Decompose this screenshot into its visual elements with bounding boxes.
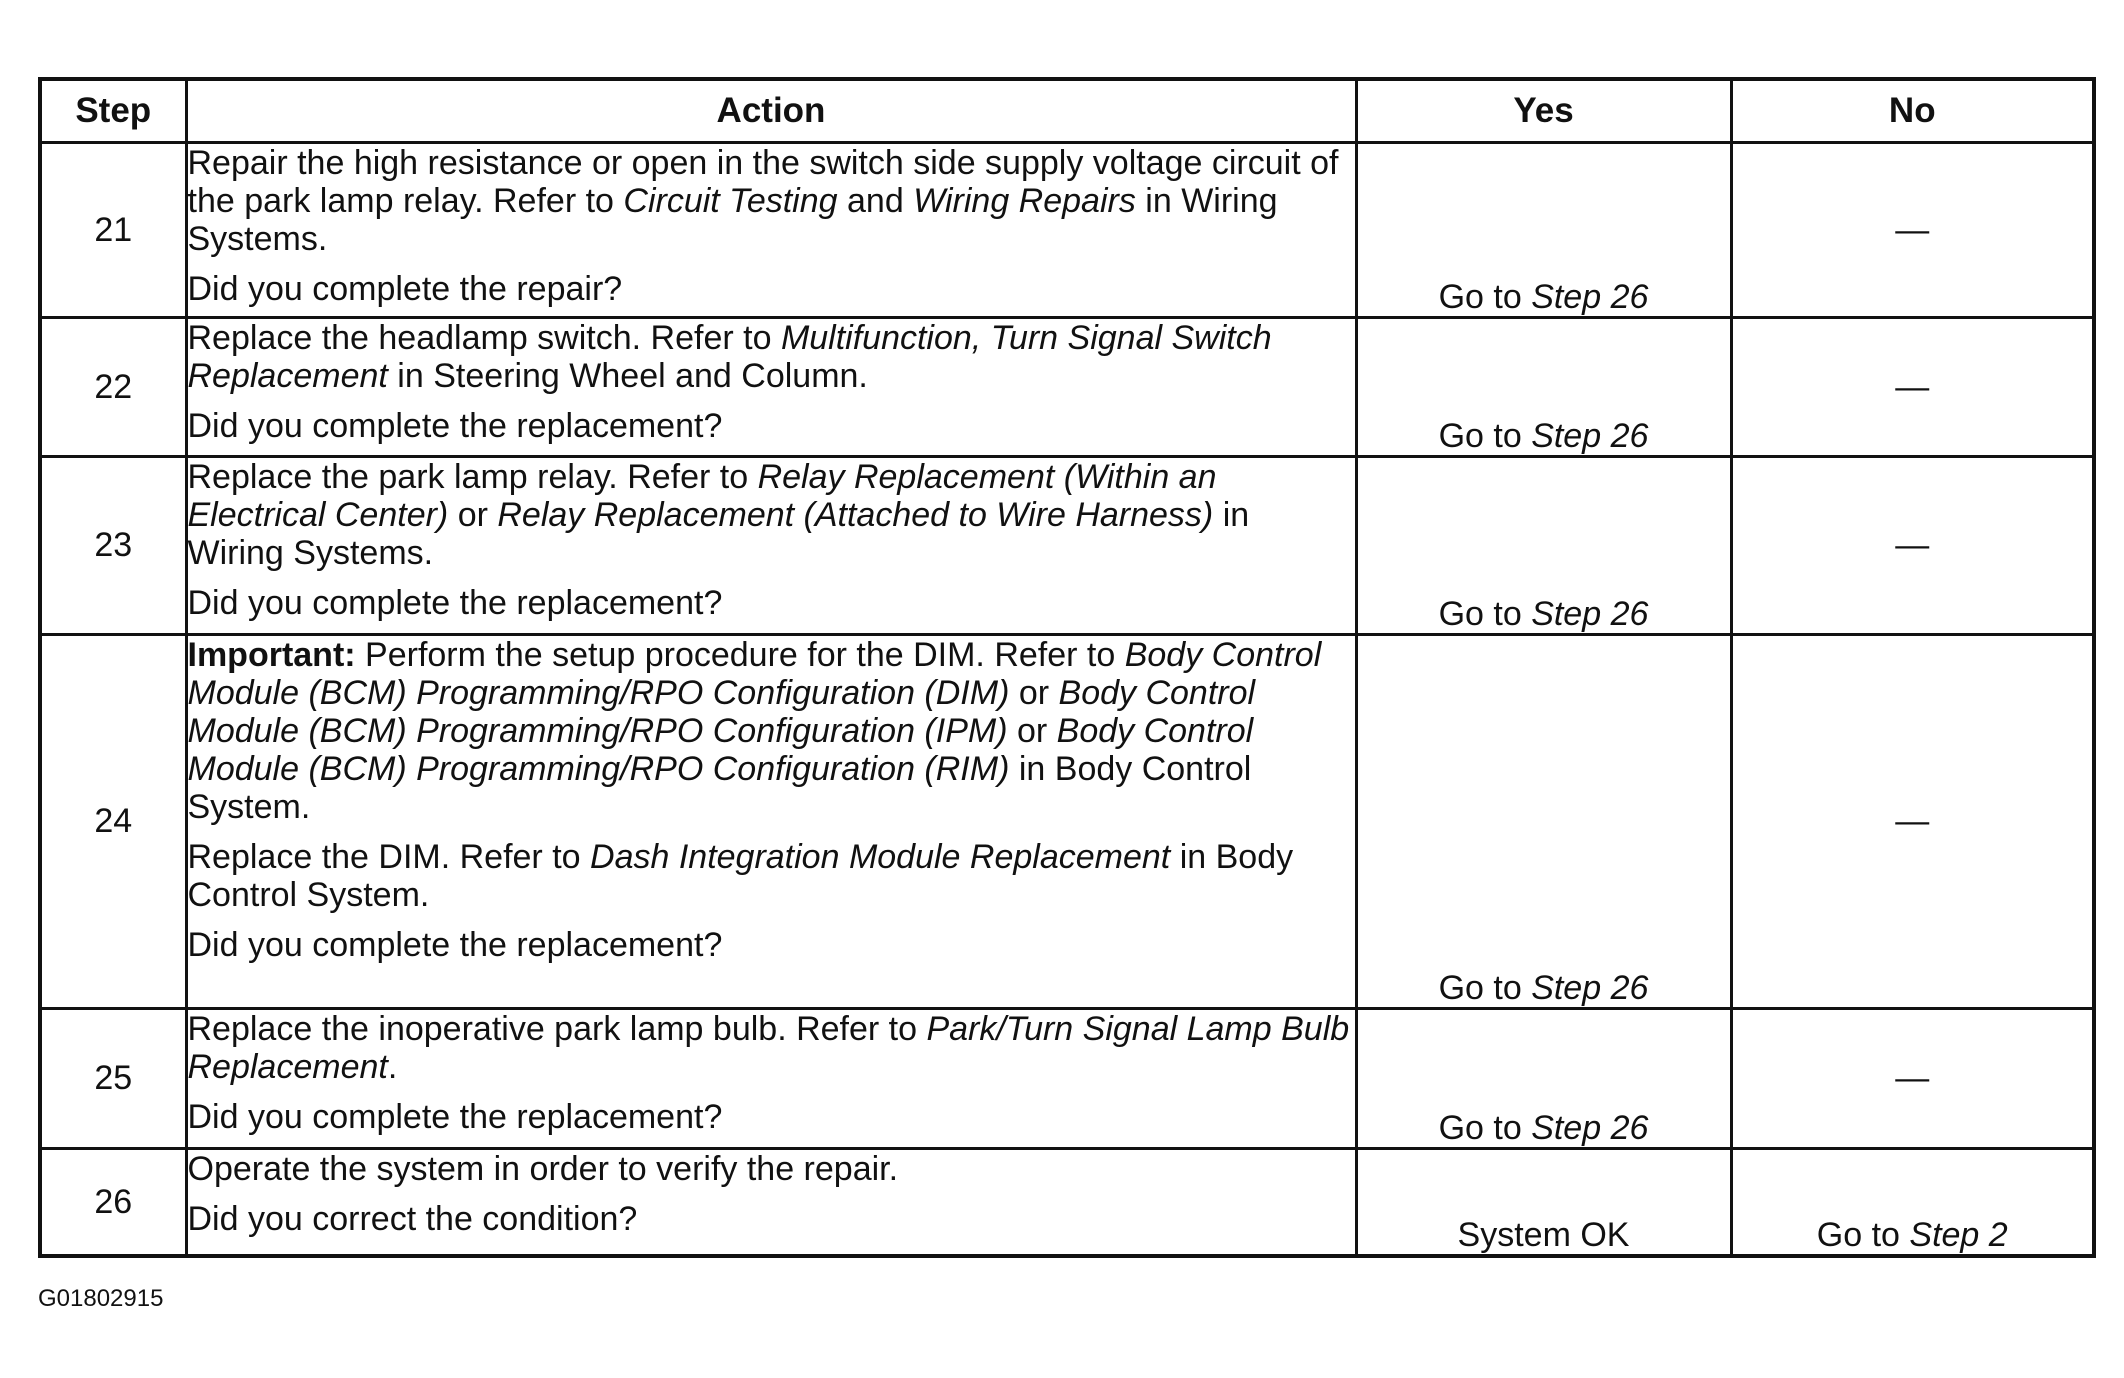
action-paragraph [188, 1200, 1355, 1238]
diagnostic-table [38, 77, 2096, 1258]
reference-link-text: Park/Turn Signal Lamp Bulb Replacement [187, 1009, 1350, 1086]
text-run: Did you complete the repair? [187, 269, 623, 308]
step-number: 25 [40, 1008, 186, 1148]
text-run: in Wiring Systems. [187, 181, 1278, 258]
reference-link-text: Wiring Repairs [913, 181, 1136, 220]
action-paragraph [188, 1150, 1355, 1188]
text-run: . [387, 1047, 398, 1086]
text-run: Did you correct the condition? [187, 1199, 638, 1238]
text-run: — [1895, 1059, 1930, 1097]
reference-link-text: Step 26 [1531, 594, 1649, 633]
text-run: Did you complete the replacement? [187, 406, 723, 445]
no-result [1731, 317, 2094, 456]
table-body [40, 142, 2094, 1256]
action-paragraph [188, 407, 1355, 445]
action-paragraph [188, 584, 1355, 622]
no-result [1731, 1148, 2094, 1256]
reference-link-text: Multifunction, Turn Signal Switch Replacement [187, 318, 1272, 395]
no-result [1731, 634, 2094, 1008]
step-number: 21 [40, 142, 186, 317]
header-action: Action [186, 79, 1356, 142]
table-row [40, 1148, 2094, 1256]
text-run: and [837, 181, 914, 220]
text-run: — [1895, 802, 1930, 840]
reference-link-text: Body Control Module (BCM) Programming/RPO Configuration (DIM) [187, 635, 1322, 712]
table-row [40, 317, 2094, 456]
no-result [1731, 142, 2094, 317]
action-paragraph [188, 458, 1355, 572]
text-run: Perform the setup procedure for the DIM. Refer to [355, 635, 1125, 674]
step-number: 24 [40, 634, 186, 1008]
text-run: Go to [1438, 416, 1532, 455]
text-run: or [1007, 711, 1057, 750]
header-step: Step [40, 79, 186, 142]
table-row [40, 142, 2094, 317]
text-run: in Body Control System. [187, 837, 1294, 914]
text-run: in Body Control System. [187, 749, 1252, 826]
text-run: or [448, 495, 498, 534]
reference-link-text: Step 26 [1531, 1108, 1649, 1147]
text-run: Go to [1438, 594, 1532, 633]
action-paragraph [188, 636, 1355, 826]
text-run: Go to [1816, 1216, 1910, 1254]
step-number: 23 [40, 456, 186, 634]
reference-link-text: Circuit Testing [623, 181, 838, 220]
action-paragraph [188, 319, 1355, 395]
step-number: 22 [40, 317, 186, 456]
text-run: Operate the system in order to verify the repair. [187, 1149, 899, 1188]
text-run: in Steering Wheel and Column. [387, 356, 868, 395]
action-paragraph [188, 1010, 1355, 1086]
text-run: Did you complete the replacement? [187, 925, 723, 964]
text-run: or [1009, 673, 1059, 712]
text-run: — [1895, 367, 1930, 406]
action-cell [186, 1148, 1356, 1256]
reference-link-text: Body Control Module (BCM) Programming/RPO Configuration (IPM) [187, 673, 1256, 750]
action-paragraph [188, 144, 1355, 258]
action-cell [186, 634, 1356, 1008]
yes-result [1356, 1148, 1731, 1256]
text-run: Go to [1438, 968, 1532, 1007]
text-run: System OK [1457, 1216, 1630, 1254]
reference-link-text: Step 2 [1909, 1216, 2008, 1254]
bold-text: Important: [187, 635, 356, 674]
text-run: Replace the inoperative park lamp bulb. Refer to [187, 1009, 927, 1048]
yes-result [1356, 634, 1731, 1008]
header-yes: Yes [1356, 79, 1731, 142]
action-paragraph [188, 270, 1355, 308]
text-run: Replace the DIM. Refer to [187, 837, 591, 876]
table-row [40, 456, 2094, 634]
reference-link-text: Step 26 [1531, 968, 1649, 1007]
header-no: No [1731, 79, 2094, 142]
action-cell [186, 1008, 1356, 1148]
text-run: Replace the headlamp switch. Refer to [187, 318, 781, 357]
action-paragraph [188, 1098, 1355, 1136]
step-number: 26 [40, 1148, 186, 1256]
text-run: Go to [1438, 277, 1532, 316]
text-run: — [1895, 526, 1930, 564]
action-cell [186, 317, 1356, 456]
text-run: Replace the park lamp relay. Refer to [187, 457, 758, 496]
action-cell [186, 456, 1356, 634]
text-run: Go to [1438, 1108, 1532, 1147]
table-row [40, 1008, 2094, 1148]
text-run: Did you complete the replacement? [187, 1097, 723, 1136]
text-run: Did you complete the replacement? [187, 583, 723, 622]
reference-link-text: Relay Replacement (Within an Electrical Center) [187, 457, 1217, 534]
yes-result [1356, 1008, 1731, 1148]
text-run: — [1895, 210, 1930, 249]
yes-result [1356, 317, 1731, 456]
action-paragraph [188, 926, 1355, 964]
reference-link-text: Relay Replacement (Attached to Wire Harness) [497, 495, 1214, 534]
table-row [40, 634, 2094, 1008]
yes-result [1356, 456, 1731, 634]
reference-link-text: Dash Integration Module Replacement [590, 837, 1171, 876]
text-run: Repair the high resistance or open in the switch side supply voltage circuit of the park lamp relay. Refer to [187, 143, 1339, 220]
action-paragraph [188, 838, 1355, 914]
action-cell [186, 142, 1356, 317]
reference-link-text: Body Control Module (BCM) Programming/RPO Configuration (RIM) [187, 711, 1254, 788]
table-header-row [40, 79, 2094, 142]
no-result [1731, 456, 2094, 634]
reference-link-text: Step 26 [1531, 277, 1649, 316]
figure-id: G01802915 [38, 1285, 164, 1312]
reference-link-text: Step 26 [1531, 416, 1649, 455]
yes-result [1356, 142, 1731, 317]
no-result [1731, 1008, 2094, 1148]
text-run: in Wiring Systems. [187, 495, 1250, 572]
